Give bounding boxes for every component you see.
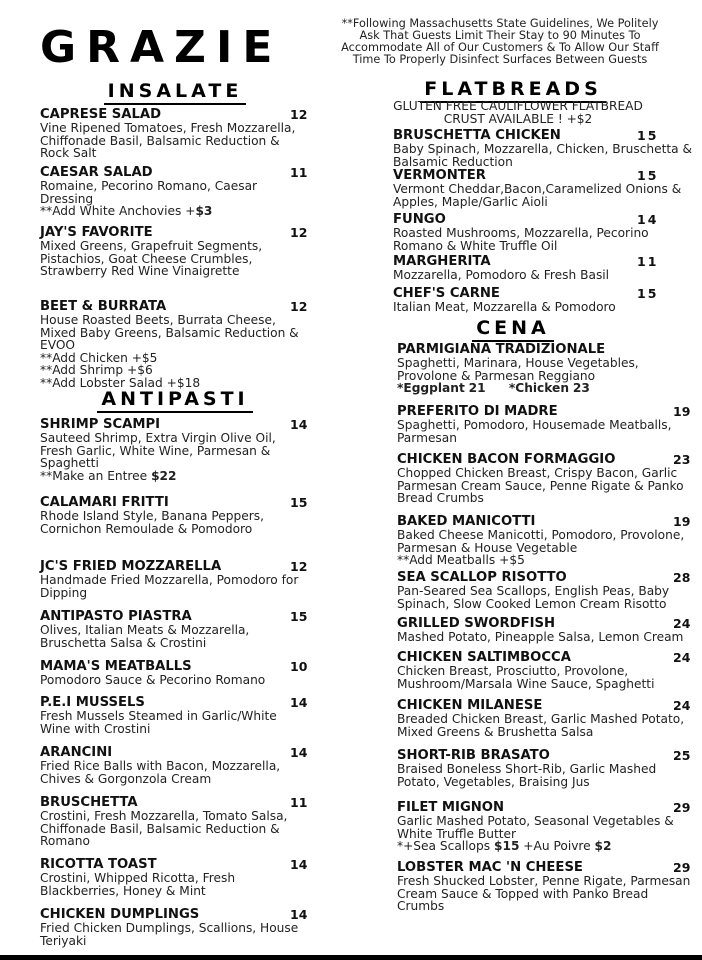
- antipasti-heading: ANTIPASTI: [40, 388, 310, 410]
- menu-item-calamari-fritti: [40, 496, 310, 560]
- item-price: 15: [637, 168, 659, 184]
- item-description: Mozzarella, Pomodoro & Fresh Basil: [393, 268, 610, 283]
- menu-item-parmigiana: [397, 343, 693, 405]
- item-name: P.E.I MUSSELS: [40, 695, 145, 710]
- item-price: 12: [290, 225, 308, 240]
- item-description: Baby Spinach, Mozzarella, Chicken, Bruschetta & Balsamic Reduction: [393, 142, 693, 169]
- item-description: Fresh Mussels Steamed in Garlic/White Wine with Crostini: [40, 709, 277, 736]
- item-description: Sauteed Shrimp, Extra Virgin Olive Oil, Fresh Garlic, White Wine, Parmesan & Spaghetti: [40, 431, 276, 471]
- cena-heading: CENA: [393, 317, 633, 339]
- item-name: LOBSTER MAC 'N CHEESE: [397, 860, 583, 876]
- item-price: 12: [290, 107, 308, 122]
- menu-item-mamas-meatballs: [40, 660, 310, 696]
- item-description: Italian Meat, Mozzarella & Pomodoro: [393, 300, 616, 315]
- item-name: BRUSCHETTA: [40, 795, 138, 810]
- item-description: Spaghetti, Pomodoro, Housemade Meatballs, Parmesan: [397, 418, 672, 445]
- item-price: 11: [637, 254, 659, 270]
- item-name: JAY'S FAVORITE: [40, 225, 153, 240]
- item-price: 19: [673, 514, 691, 530]
- item-price: 14: [637, 212, 659, 228]
- item-name: MAMA'S MEATBALLS: [40, 659, 192, 674]
- menu-item-fungo: [393, 213, 693, 255]
- item-name: MARGHERITA: [393, 254, 491, 270]
- menu-item-short-rib-brasato: [397, 749, 693, 801]
- item-addon: **Make an Entree $22: [40, 468, 177, 483]
- item-price: 15: [637, 128, 659, 144]
- item-name: CHICKEN DUMPLINGS: [40, 907, 200, 922]
- item-description: Vermont Cheddar,Bacon,Caramelized Onions & Apples, Maple/Garlic Aioli: [393, 182, 682, 209]
- menu-item-margherita: [393, 255, 693, 287]
- menu-item-filet-mignon: [397, 801, 693, 861]
- item-name: VERMONTER: [393, 168, 486, 184]
- item-price: 29: [673, 860, 691, 876]
- item-description: Rhode Island Style, Banana Peppers, Cornichon Remoulade & Pomodoro: [40, 509, 264, 536]
- right-column: [393, 78, 693, 915]
- item-name: PARMIGIANA TRADIZIONALE: [397, 342, 606, 358]
- item-price: 14: [290, 695, 308, 710]
- item-name: CALAMARI FRITTI: [40, 495, 169, 510]
- item-description: Spaghetti, Marinara, House Vegetables, Provolone & Parmesan Reggiano: [397, 356, 639, 383]
- item-description: Crostini, Whipped Ricotta, Fresh Blackberries, Honey & Mint: [40, 871, 236, 898]
- item-price: 25: [673, 748, 691, 764]
- menu-item-baked-manicotti: [397, 515, 693, 571]
- cena-list: [393, 343, 693, 915]
- item-addon: **Add Chicken +$5: [40, 350, 158, 365]
- item-name: RICOTTA TOAST: [40, 857, 157, 872]
- menu-item-ricotta-toast: [40, 858, 310, 908]
- item-price: 12: [290, 299, 308, 314]
- menu-item-antipasto-piastra: [40, 610, 310, 660]
- menu-item-lobster-mac-n-cheese: [397, 861, 693, 915]
- item-price: 12: [290, 559, 308, 574]
- bottom-border: [0, 955, 702, 960]
- item-name: BRUSCHETTA CHICKEN: [393, 128, 561, 144]
- item-description: Chicken Breast, Prosciutto, Provolone, Mushroom/Marsala Wine Sauce, Spaghetti: [397, 664, 655, 691]
- item-description: Fried Rice Balls with Bacon, Mozzarella, Chives & Gorgonzola Cream: [40, 759, 281, 786]
- item-price: 14: [290, 745, 308, 760]
- item-name: ANTIPASTO PIASTRA: [40, 609, 192, 624]
- item-addon: *+Sea Scallops $15 +Au Poivre $2: [397, 839, 612, 854]
- stay-limit-notice: **Following Massachusetts State Guidelines, We Politely Ask That Guests Limit Their Stay to 90 Minutes To Accommodate All of Our Customers & To Allow Our Staff Time To Properly Disinfect Surfaces Between Guests: [341, 17, 659, 66]
- item-description: Romaine, Pecorino Romano, Caesar Dressing: [40, 179, 258, 206]
- item-name: CHEF'S CARNE: [393, 286, 500, 302]
- menu-item-shrimp-scampi: [40, 418, 310, 496]
- item-price: 11: [290, 165, 308, 180]
- item-description: Crostini, Fresh Mozzarella, Tomato Salsa, Chiffonade Basil, Balsamic Reduction & Romano: [40, 809, 288, 849]
- menu-item-chicken-saltimbocca: [397, 651, 693, 699]
- parmigiana-options: *Eggplant 21 *Chicken 23: [397, 381, 590, 396]
- item-description: Garlic Mashed Potato, Seasonal Vegetables & White Truffle Butter: [397, 814, 674, 841]
- item-name: SHRIMP SCAMPI: [40, 417, 161, 432]
- flatbreads-heading: FLATBREADS: [393, 78, 633, 100]
- menu-item-preferito-di-madre: [397, 405, 693, 453]
- item-name: BAKED MANICOTTI: [397, 514, 536, 530]
- menu-item-chefs-carne: [393, 287, 693, 317]
- item-description: Mixed Greens, Grapefruit Segments, Pistachios, Goat Cheese Crumbles, Strawberry Red Wine Vinaigrette: [40, 239, 263, 279]
- item-price: 24: [673, 650, 691, 666]
- item-price: 28: [673, 570, 691, 586]
- menu-item-chicken-bacon-formaggio: [397, 453, 693, 515]
- item-price: 14: [290, 417, 308, 432]
- item-name: JC'S FRIED MOZZARELLA: [40, 559, 222, 574]
- item-price: 19: [673, 404, 691, 420]
- item-price: 29: [673, 800, 691, 816]
- item-price: 23: [673, 452, 691, 468]
- item-name: GRILLED SWORDFISH: [397, 616, 556, 632]
- item-price: 15: [290, 609, 308, 624]
- item-description: Olives, Italian Meats & Mozzarella, Bruschetta Salsa & Crostini: [40, 623, 250, 650]
- menu-item-vermonter: [393, 169, 693, 213]
- item-name: CAESAR SALAD: [40, 165, 153, 180]
- item-name: FILET MIGNON: [397, 800, 505, 816]
- menu-item-jays-favorite: [40, 226, 310, 300]
- item-price: 24: [673, 616, 691, 632]
- item-addon: **Add Meatballs +$5: [397, 553, 525, 568]
- item-description: Braised Boneless Short-Rib, Garlic Mashed Potato, Vegetables, Braising Jus: [397, 762, 657, 789]
- menu-item-caesar-salad: [40, 166, 310, 226]
- item-price: 11: [290, 795, 308, 810]
- restaurant-name: GRAZIE: [40, 22, 283, 73]
- menu-item-sea-scallop-risotto: [397, 571, 693, 617]
- item-price: 14: [290, 857, 308, 872]
- item-description: Vine Ripened Tomatoes, Fresh Mozzarella, Chiffonade Basil, Balsamic Reduction & Rock Salt: [40, 121, 296, 161]
- menu-item-jcs-fried-mozzarella: [40, 560, 310, 610]
- item-description: Breaded Chicken Breast, Garlic Mashed Potato, Mixed Greens & Brushetta Salsa: [397, 712, 685, 739]
- item-description: Handmade Fried Mozzarella, Pomodoro for Dipping: [40, 573, 299, 600]
- item-name: CHICKEN BACON FORMAGGIO: [397, 452, 616, 468]
- item-price: 15: [637, 286, 659, 302]
- item-description: Chopped Chicken Breast, Crispy Bacon, Garlic Parmesan Cream Sauce, Penne Rigate & Panko Bread Crumbs: [397, 466, 684, 506]
- menu-item-grilled-swordfish: [397, 617, 693, 651]
- item-addon: **Add Shrimp +$6: [40, 363, 153, 378]
- item-description: Fried Chicken Dumplings, Scallions, House Teriyaki: [40, 921, 299, 948]
- insalate-heading: INSALATE: [40, 80, 310, 102]
- item-description: Mashed Potato, Pineapple Salsa, Lemon Cream: [397, 630, 684, 645]
- item-price: 14: [290, 907, 308, 922]
- item-name: SHORT-RIB BRASATO: [397, 748, 550, 764]
- item-price: 15: [290, 495, 308, 510]
- menu-item-chicken-dumplings: [40, 908, 310, 954]
- item-name: CHICKEN SALTIMBOCCA: [397, 650, 571, 666]
- item-name: FUNGO: [393, 212, 446, 228]
- item-name: CHICKEN MILANESE: [397, 698, 543, 714]
- item-description: Pan-Seared Sea Scallops, English Peas, Baby Spinach, Slow Cooked Lemon Cream Risotto: [397, 584, 670, 611]
- item-name: BEET & BURRATA: [40, 299, 167, 314]
- item-name: CAPRESE SALAD: [40, 107, 162, 122]
- item-description: Baked Cheese Manicotti, Pomodoro, Provolone, Parmesan & House Vegetable: [397, 528, 685, 555]
- item-addon: **Add White Anchovies +$3: [40, 204, 213, 219]
- menu-item-arancini: [40, 746, 310, 796]
- gluten-free-note: GLUTEN FREE CAULIFLOWER FLATBREAD CRUST AVAILABLE ! +$2: [393, 99, 643, 126]
- menu-item-bruschetta-chicken: [393, 129, 693, 169]
- item-price: 24: [673, 698, 691, 714]
- item-name: ARANCINI: [40, 745, 113, 760]
- menu-item-pei-mussels: [40, 696, 310, 746]
- menu-item-beet-burrata: [40, 300, 310, 388]
- left-column: [40, 80, 310, 954]
- item-description: Pomodoro Sauce & Pecorino Romano: [40, 673, 266, 687]
- menu-item-bruschetta: [40, 796, 310, 858]
- menu-item-caprese-salad: [40, 108, 310, 166]
- item-name: SEA SCALLOP RISOTTO: [397, 570, 567, 586]
- item-description: Roasted Mushrooms, Mozzarella, Pecorino Romano & White Truffle Oil: [393, 226, 649, 253]
- item-description: House Roasted Beets, Burrata Cheese, Mixed Baby Greens, Balsamic Reduction & EVOO: [40, 313, 299, 353]
- item-addon: **Add Lobster Salad +$18: [40, 375, 201, 390]
- item-description: Fresh Shucked Lobster, Penne Rigate, Parmesan Cream Sauce & Topped with Panko Bread Crumbs: [397, 874, 691, 914]
- item-price: 10: [290, 659, 308, 674]
- item-name: PREFERITO DI MADRE: [397, 404, 558, 420]
- menu-item-chicken-milanese: [397, 699, 693, 749]
